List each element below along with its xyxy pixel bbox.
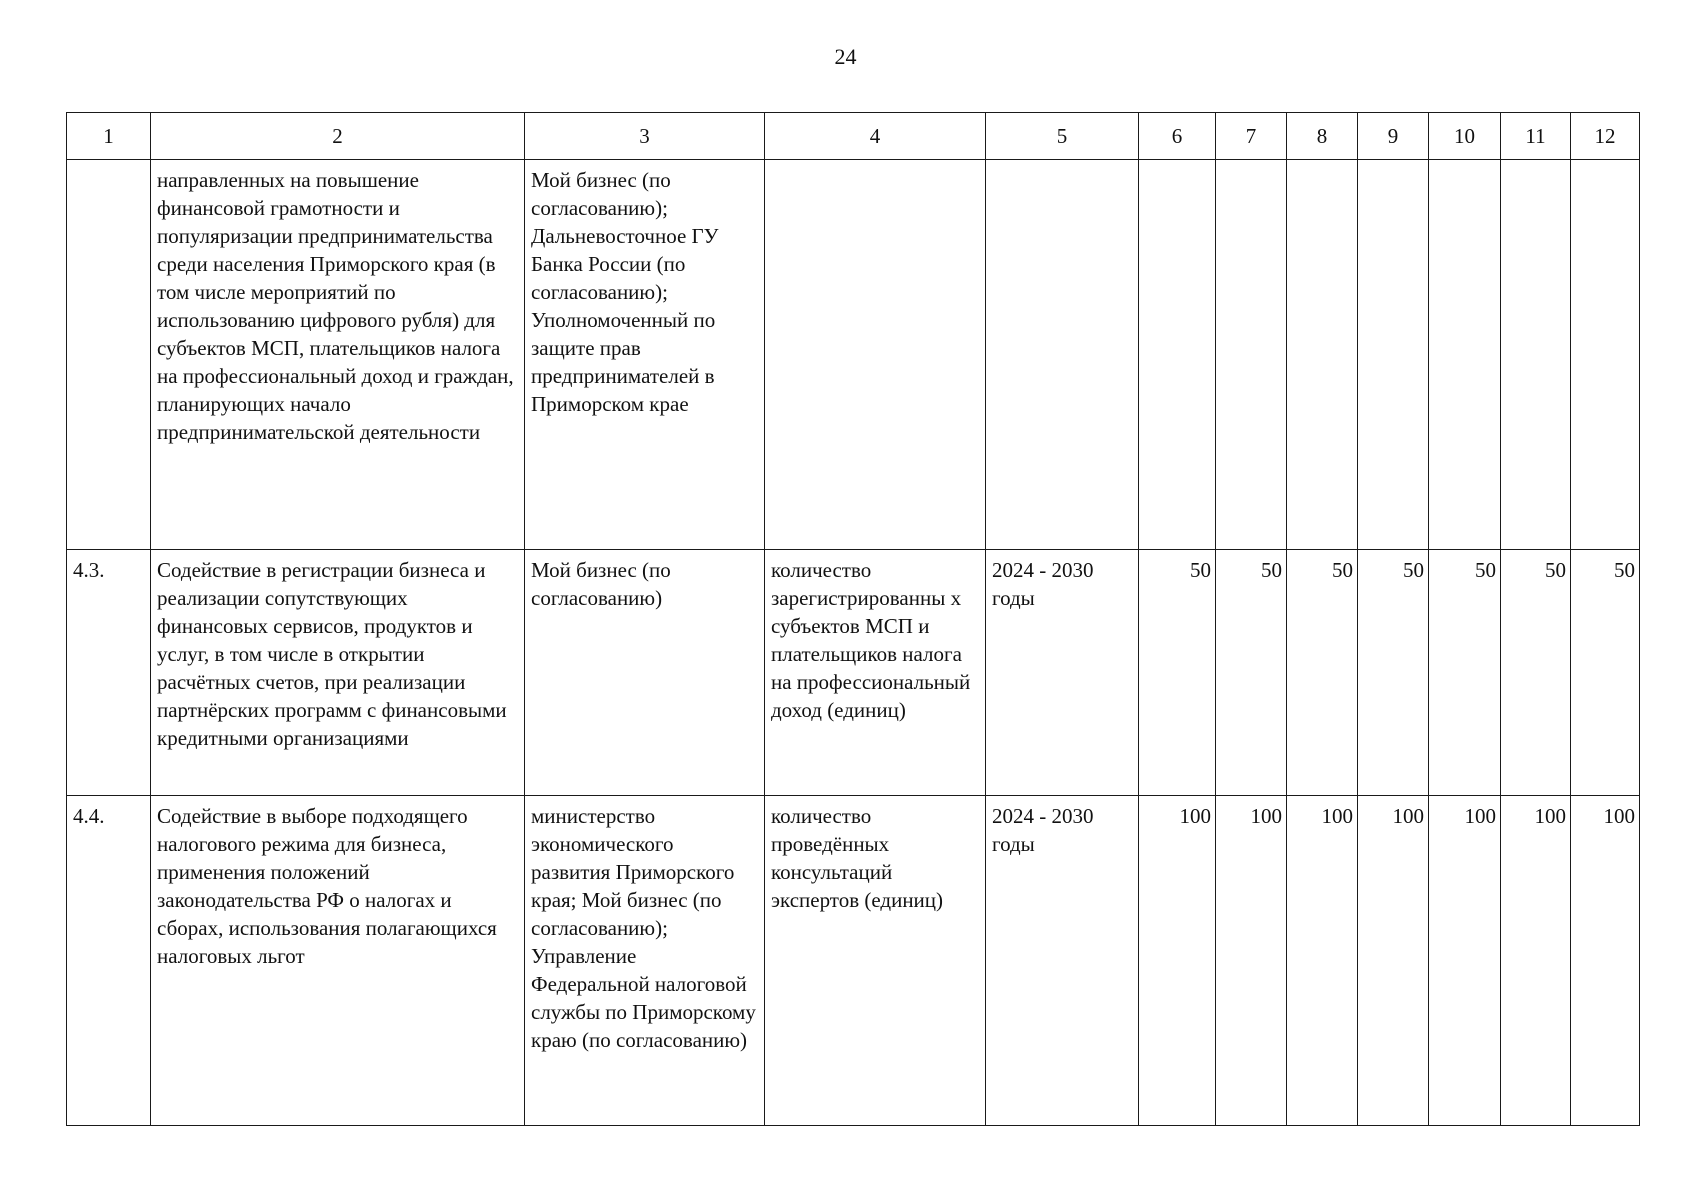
table-row — [67, 796, 1640, 1126]
period-cell: 2024 - 2030 годы — [986, 796, 1139, 1126]
activity-cell: Содействие в регистрации бизнеса и реализации сопутствующих финансовых сервисов, продуктов и услуг, в том числе в открытии расчётных счетов, при реализации партнёрских программ с финансовыми кредитными организациями — [151, 550, 525, 796]
value-cell: 50 — [1501, 550, 1571, 796]
row-number: 4.4. — [67, 796, 151, 1126]
value-cell: 50 — [1571, 550, 1640, 796]
value-cell: 100 — [1358, 796, 1429, 1126]
header-row — [67, 113, 1640, 160]
value-cell: 50 — [1216, 550, 1287, 796]
value-cell — [1287, 160, 1358, 550]
value-cell: 100 — [1571, 796, 1640, 1126]
value-cell: 100 — [1139, 796, 1216, 1126]
activity-cell: Содействие в выборе подходящего налогового режима для бизнеса, применения положений законодательства РФ о налогах и сборах, использования полагающихся налоговых льгот — [151, 796, 525, 1126]
period-cell: 2024 - 2030 годы — [986, 550, 1139, 796]
header-cell-6: 6 — [1139, 113, 1216, 160]
value-cell — [1501, 160, 1571, 550]
period-cell — [986, 160, 1139, 550]
table-row — [67, 160, 1640, 550]
header-cell-3: 3 — [525, 113, 765, 160]
value-cell — [1358, 160, 1429, 550]
value-cell — [1139, 160, 1216, 550]
indicator-cell: количество проведённых консультаций экспертов (единиц) — [765, 796, 986, 1126]
value-cell: 50 — [1358, 550, 1429, 796]
indicator-cell: количество зарегистрированны х субъектов МСП и плательщиков налога на профессиональный доход (единиц) — [765, 550, 986, 796]
header-cell-8: 8 — [1287, 113, 1358, 160]
row-number — [67, 160, 151, 550]
header-cell-5: 5 — [986, 113, 1139, 160]
row-number: 4.3. — [67, 550, 151, 796]
executor-cell: министерство экономического развития Приморского края; Мой бизнес (по согласованию); Управление Федеральной налоговой службы по Приморскому краю (по согласованию) — [525, 796, 765, 1126]
page-number: 24 — [834, 44, 857, 69]
indicator-cell — [765, 160, 986, 550]
value-cell — [1571, 160, 1640, 550]
header-cell-4: 4 — [765, 113, 986, 160]
value-cell: 50 — [1429, 550, 1501, 796]
value-cell: 100 — [1429, 796, 1501, 1126]
measures-table — [66, 112, 1640, 1126]
executor-cell: Мой бизнес (по согласованию); Дальневосточное ГУ Банка России (по согласованию); Уполномоченный по защите прав предпринимателей в Приморском крае — [525, 160, 765, 550]
value-cell — [1429, 160, 1501, 550]
value-cell: 50 — [1139, 550, 1216, 796]
value-cell: 100 — [1287, 796, 1358, 1126]
table-row — [67, 550, 1640, 796]
header-cell-12: 12 — [1571, 113, 1640, 160]
header-cell-9: 9 — [1358, 113, 1429, 160]
header-cell-7: 7 — [1216, 113, 1287, 160]
value-cell: 100 — [1216, 796, 1287, 1126]
header-cell-1: 1 — [67, 113, 151, 160]
value-cell — [1216, 160, 1287, 550]
value-cell: 100 — [1501, 796, 1571, 1126]
activity-cell: направленных на повышение финансовой грамотности и популяризации предпринимательства среди населения Приморского края (в том числе мероприятий по использованию цифрового рубля) для субъектов МСП, плательщиков налога на профессиональный доход и граждан, планирующих начало предпринимательской деятельности — [151, 160, 525, 550]
header-cell-10: 10 — [1429, 113, 1501, 160]
header-cell-2: 2 — [151, 113, 525, 160]
header-cell-11: 11 — [1501, 113, 1571, 160]
executor-cell: Мой бизнес (по согласованию) — [525, 550, 765, 796]
value-cell: 50 — [1287, 550, 1358, 796]
